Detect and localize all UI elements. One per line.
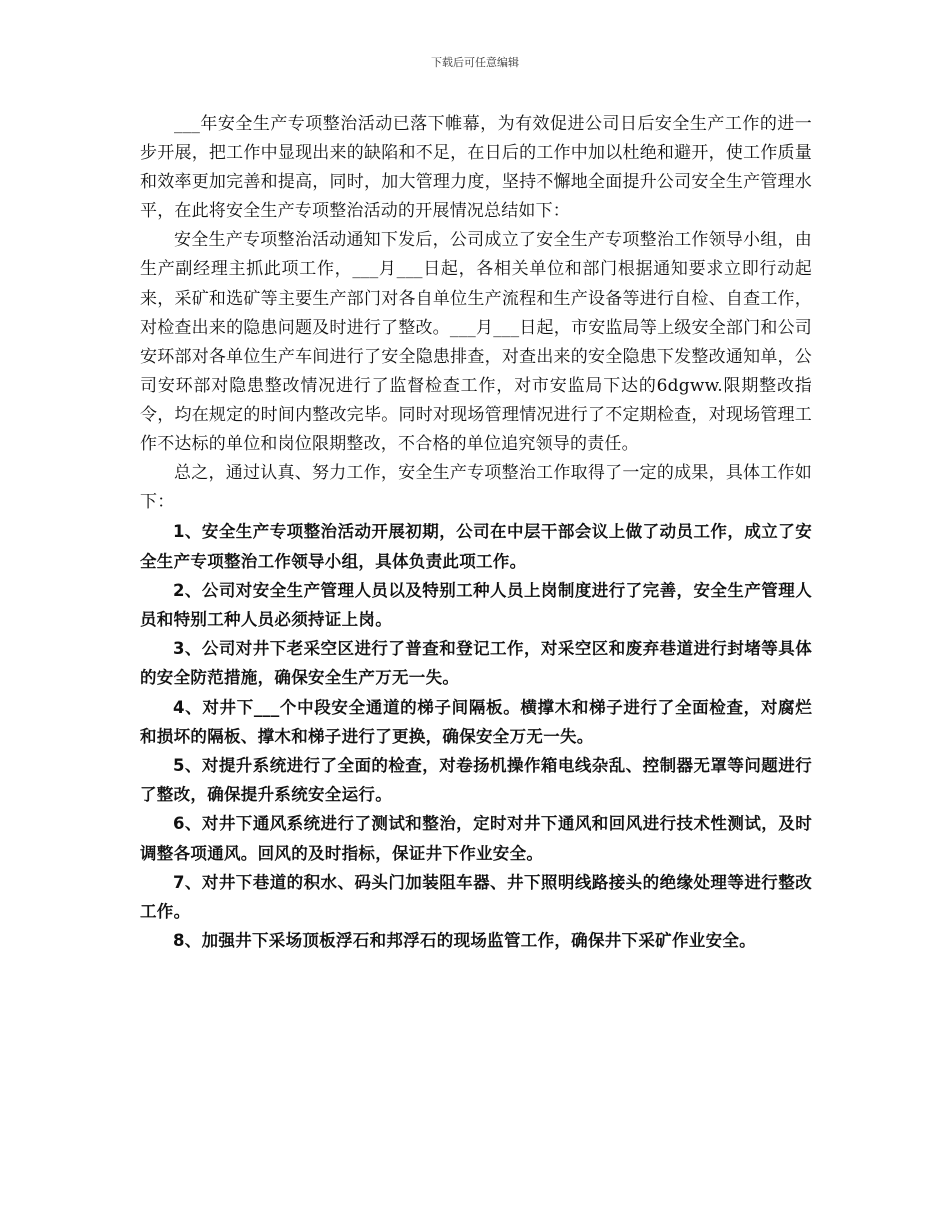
work-item: 2、公司对安全生产管理人员以及特别工种人员上岗制度进行了完善，安全生产管理人员和特别工种人员必须持证上岗。 <box>140 580 812 629</box>
work-item: 4、对井下___个中段安全通道的梯子间隔板。横撑木和梯子进行了全面检查，对腐烂和损坏的隔板、撑木和梯子进行了更换，确保安全万无一失。 <box>140 697 812 746</box>
work-item: 5、对提升系统进行了全面的检查，对卷扬机操作箱电线杂乱、控制器无罩等问题进行了整改，确保提升系统安全运行。 <box>140 755 812 805</box>
document-body <box>140 110 812 955</box>
summary-paragraph: 总之，通过认真、努力工作，安全生产专项整治工作取得了一定的成果，具体工作如下： <box>140 463 812 513</box>
work-item: 7、对井下巷道的积水、码头门加装阻车器、井下照明线路接头的绝缘处理等进行整改工作。 <box>140 872 812 921</box>
work-item: 3、公司对井下老采空区进行了普查和登记工作，对采空区和废弃巷道进行封堵等具体的安全防范措施，确保安全生产万无一失。 <box>140 639 812 688</box>
work-item: 6、对井下通风系统进行了测试和整治，定时对井下通风和回风进行技术性测试，及时调整各项通风。回风的及时指标，保证井下作业安全。 <box>140 814 812 863</box>
work-item: 8、加强井下采场顶板浮石和邦浮石的现场监管工作，确保井下采矿作业安全。 <box>173 931 756 951</box>
work-item: 1、安全生产专项整治活动开展初期，公司在中层干部会议上做了动员工作，成立了安全生产专项整治工作领导小组，具体负责此项工作。 <box>140 522 812 571</box>
process-paragraph: 安全生产专项整治活动通知下发后，公司成立了安全生产专项整治工作领导小组，由生产副经理主抓此项工作，___月___日起，各相关单位和部门根据通知要求立即行动起来，采矿和选矿等主要生产部门对各自单位生产流程和生产设备等进行自检、自查工作，对检查出来的隐患问题及时进行了整改。___月___日起，市安监局等上级安全部门和公司安环部对各单位生产车间进行了安全隐患排查，对查出来的安全隐患下发整改通知单，公司安环部对隐患整改情况进行了监督检查工作，对市安监局下达的6dgww.限期整改指令，均在规定的时间内整改完毕。同时对现场管理情况进行了不定期检查，对现场管理工作不达标的单位和岗位限期整改，不合格的单位追究领导的责任。 <box>140 230 812 455</box>
intro-paragraph: ___年安全生产专项整治活动已落下帷幕，为有效促进公司日后安全生产工作的进一步开展，把工作中显现出来的缺陷和不足，在日后的工作中加以杜绝和避开，使工作质量和效率更加完善和提高，同时，加大管理力度，坚持不懈地全面提升公司安全生产管理水平，在此将安全生产专项整治活动的开展情况总结如下： <box>140 114 812 222</box>
page-header-note: 下载后可任意编辑 <box>431 56 519 69</box>
work-items-list <box>140 517 812 955</box>
